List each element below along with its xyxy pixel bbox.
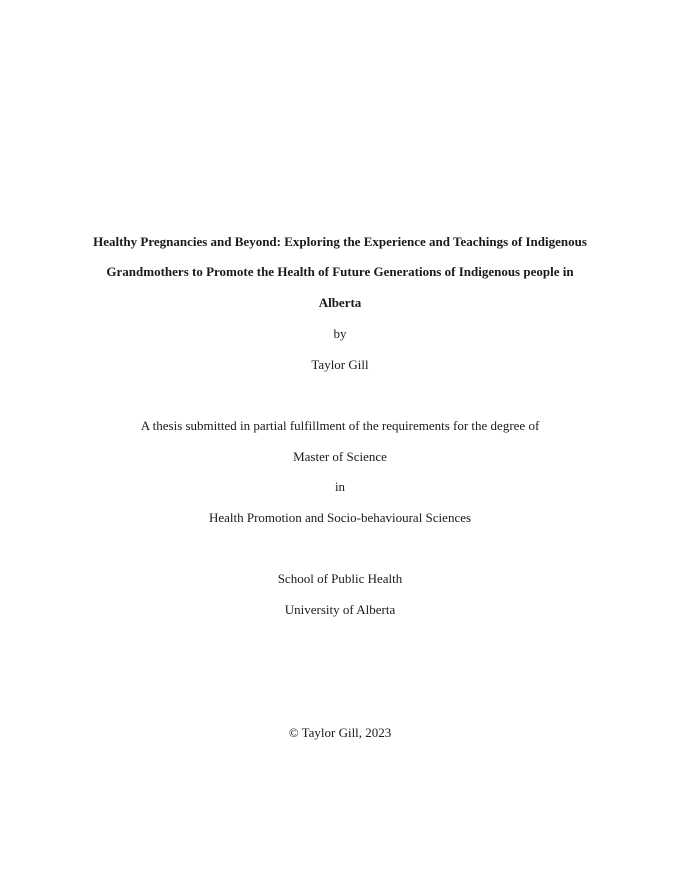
- submission-statement: A thesis submitted in partial fulfillment of the requirements for the degree of: [140, 418, 540, 433]
- thesis-title-line-1: Healthy Pregnancies and Beyond: Exploring the Experience and Teachings of Indigenous: [93, 234, 587, 249]
- thesis-title-line-3: Alberta: [318, 295, 362, 310]
- copyright-notice: © Taylor Gill, 2023: [288, 725, 392, 740]
- field-of-study: Health Promotion and Socio-behavioural Sciences: [208, 510, 472, 525]
- in-label: in: [334, 479, 346, 494]
- degree-name: Master of Science: [293, 449, 387, 464]
- school-name: School of Public Health: [277, 571, 403, 586]
- thesis-title-line-2: Grandmothers to Promote the Health of Future Generations of Indigenous people in: [106, 264, 574, 279]
- by-label: by: [333, 326, 347, 341]
- author-name: Taylor Gill: [311, 357, 369, 372]
- university-name: University of Alberta: [284, 602, 396, 617]
